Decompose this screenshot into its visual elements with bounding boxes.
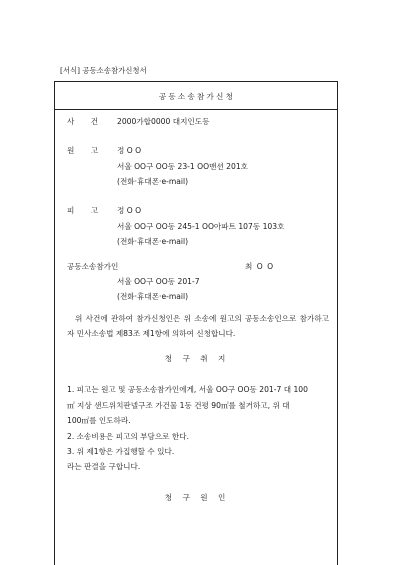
claim-closing: 라는 판결을 구합니다. [67, 462, 141, 471]
statement-paragraph: 위 사건에 관하여 참가신청인은 위 소송에 원고의 공동소송인으로 참가하고자 민사소송법 제83조 제1항에 의하여 신청합니다. [67, 314, 329, 338]
defendant-contact: (전화·휴대폰·e-mail) [117, 237, 189, 246]
document-title: 공동소송참가신청 [158, 92, 236, 101]
claim-item-3: 3. 위 제1항은 가집행할 수 있다. [67, 447, 175, 456]
plaintiff-name: 정 O O [117, 146, 142, 155]
intervenor-name: 최 O O [245, 262, 275, 271]
case-value: 2000가합0000 대지인도등 [117, 117, 210, 126]
claim-item-1-line-2: ㎡ 지상 샌드위치판넬구조 가건물 1동 건평 90㎡를 철거하고, 위 대 [67, 401, 290, 410]
plaintiff-label: 원 고 [67, 146, 106, 155]
form-tag: [서식] 공동소송참가신청서 [60, 66, 147, 75]
plaintiff-address: 서울 OO구 OO동 23-1 OO맨션 201호 [117, 162, 249, 171]
defendant-name: 정 O O [117, 206, 142, 215]
document-frame [54, 81, 338, 565]
plaintiff-contact: (전화·휴대폰·e-mail) [117, 177, 189, 186]
cause-heading: 청 구 원 인 [164, 493, 230, 502]
claim-heading: 청 구 취 지 [164, 354, 230, 363]
intervenor-contact: (전화·휴대폰·e-mail) [117, 292, 189, 301]
case-label: 사 건 [67, 117, 106, 126]
intervenor-label: 공동소송참가인 [67, 262, 119, 271]
claim-item-1-line-3: 100㎡를 인도하라. [67, 416, 131, 425]
claim-item-2: 2. 소송비용은 피고의 부담으로 한다. [67, 432, 190, 441]
claim-item-1-line-1: 1. 피고는 원고 및 공동소송참가인에게, 서울 OO구 OO동 201-7 대 100 [67, 385, 308, 394]
defendant-address: 서울 OO구 OO동 245-1 OO아파트 107동 103호 [117, 222, 285, 231]
defendant-label: 피 고 [67, 206, 106, 215]
intervenor-address: 서울 OO구 OO동 201-7 [117, 277, 200, 286]
title-divider [55, 109, 337, 110]
